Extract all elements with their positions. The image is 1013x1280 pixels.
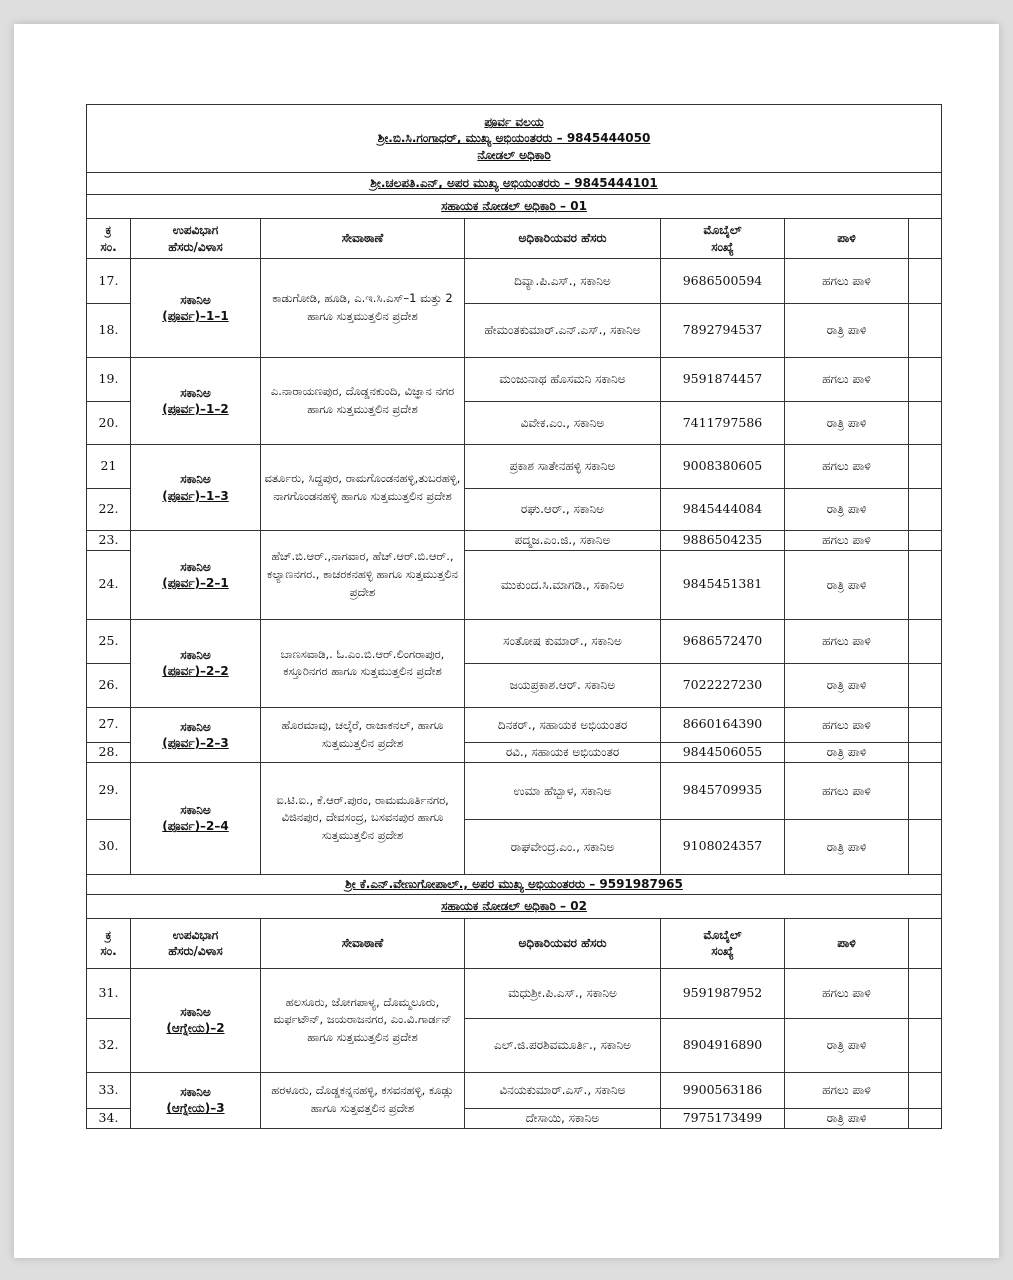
blank-cell bbox=[909, 819, 942, 874]
shift: ಹಗಲು ಪಾಳಿ bbox=[785, 358, 909, 402]
serial-number: 33. bbox=[87, 1072, 131, 1108]
service-area: ಹಲಸೂರು, ಜೋಗಪಾಳ್ಯ, ದೊಮ್ಮಲೂರು, ಮರ್ಫಟೌನ್, ಜಯರಾಜನಗರ, ಎಂ.ವಿ.ಗಾರ್ಡನ್ ಹಾಗೂ ಸುತ್ತಮುತ್ತಲಿನ ಪ್ರದೇಶ bbox=[261, 968, 465, 1072]
officer-header: ಅಧಿಕಾರಿಯವರ ಹೆಸರು bbox=[465, 918, 661, 968]
mobile-number: 9686572470 bbox=[661, 619, 785, 663]
additional-chief-engineer-line-2: ಶ್ರೀ ಕೆ.ಎನ್.ವೇಣುಗೋಪಾಲ್., ಅಪರ ಮುಖ್ಯ ಅಭಿಯಂತರರು – 9591987965 bbox=[87, 874, 942, 894]
blank-cell bbox=[909, 259, 942, 304]
service-area: ವರ್ತೂರು, ಸಿದ್ದಪುರ, ರಾಮಗೊಂಡನಹಳ್ಳಿ,ತುಬರಹಳ್ಳಿ, ನಾಗಗೊಂಡನಹಳ್ಳಿ ಹಾಗೂ ಸುತ್ತಮುತ್ತಲಿನ ಪ್ರದೇಶ bbox=[261, 445, 465, 531]
officer-name: ಮಧುಶ್ರೀ.ಪಿ.ಎಸ್., ಸಕಾನಿಅ bbox=[465, 968, 661, 1018]
table-row bbox=[87, 1072, 942, 1108]
shift: ಹಗಲು ಪಾಳಿ bbox=[785, 445, 909, 489]
officer-header: ಅಧಿಕಾರಿಯವರ ಹೆಸರು bbox=[465, 219, 661, 259]
serial-number: 20. bbox=[87, 402, 131, 445]
serial-number: 24. bbox=[87, 550, 131, 619]
serial-number: 28. bbox=[87, 742, 131, 762]
blank-cell bbox=[909, 358, 942, 402]
shift: ರಾತ್ರಿ ಪಾಳಿ bbox=[785, 402, 909, 445]
column-header-row bbox=[87, 219, 942, 259]
serial-number: 31. bbox=[87, 968, 131, 1018]
blank-header bbox=[909, 219, 942, 259]
shift: ಹಗಲು ಪಾಳಿ bbox=[785, 619, 909, 663]
officer-name: ಪ್ರಕಾಶ ಸಾತೇನಹಳ್ಳಿ ಸಕಾನಿಅ bbox=[465, 445, 661, 489]
blank-cell bbox=[909, 619, 942, 663]
assistant-nodal-officer-02: ಸಹಾಯಕ ನೋಡಲ್ ಅಧಿಕಾರಿ – 02 bbox=[87, 894, 942, 918]
shift-header: ಪಾಳಿ bbox=[785, 918, 909, 968]
shift: ರಾತ್ರಿ ಪಾಳಿ bbox=[785, 304, 909, 358]
serial-number: 21 bbox=[87, 445, 131, 489]
shift: ರಾತ್ರಿ ಪಾಳಿ bbox=[785, 819, 909, 874]
serial-number: 29. bbox=[87, 762, 131, 819]
subdivision-name: ಸಕಾನಿಅ (ಆಗ್ನೇಯ)–2 bbox=[131, 968, 261, 1072]
serial-number: 30. bbox=[87, 819, 131, 874]
table-row bbox=[87, 968, 942, 1018]
sl-header: ಕ್ರ ಸಂ. bbox=[87, 918, 131, 968]
mobile-number: 7411797586 bbox=[661, 402, 785, 445]
serial-number: 22. bbox=[87, 489, 131, 531]
officer-name: ಮುಕುಂದ.ಸಿ.ಮಾಗಡಿ., ಸಕಾನಿಅ bbox=[465, 550, 661, 619]
subdivision-name: ಸಕಾನಿಅ (ಆಗ್ನೇಯ)–3 bbox=[131, 1072, 261, 1128]
shift: ಹಗಲು ಪಾಳಿ bbox=[785, 762, 909, 819]
shift: ರಾತ್ರಿ ಪಾಳಿ bbox=[785, 550, 909, 619]
shift: ರಾತ್ರಿ ಪಾಳಿ bbox=[785, 1018, 909, 1072]
mobile-number: 9845444084 bbox=[661, 489, 785, 531]
table-row bbox=[87, 445, 942, 489]
blank-cell bbox=[909, 531, 942, 551]
service-area: ಹೊರಮಾವು, ಚಲ್ಕೆರೆ, ರಾಜಾಕನಲ್, ಹಾಗೂ ಸುತ್ತಮುತ್ತಲಿನ ಪ್ರದೇಶ bbox=[261, 707, 465, 762]
blank-cell bbox=[909, 968, 942, 1018]
service-area: ಬಾಣಸವಾಡಿ,. ಓ.ಎಂ.ಬಿ.ಆರ್.ಲಿಂಗರಾಪುರ, ಕಸ್ತೂರಿನಗರ ಹಾಗೂ ಸುತ್ತಮುತ್ತಲಿನ ಪ್ರದೇಶ bbox=[261, 619, 465, 707]
mobile-number: 7975173499 bbox=[661, 1108, 785, 1128]
serial-number: 34. bbox=[87, 1108, 131, 1128]
chief-engineer-line: ಶ್ರೀ.ಬಿ.ಸಿ.ಗಂಗಾಧರ್, ಮುಖ್ಯ ಅಭಿಯಂತರರು – 9845444050 bbox=[377, 131, 651, 146]
blank-cell bbox=[909, 402, 942, 445]
mobile-number: 8904916890 bbox=[661, 1018, 785, 1072]
service-area: ಹರಳೂರು, ದೊಡ್ಡಕನ್ನನಹಳ್ಳಿ, ಕಸವನಹಳ್ಳಿ, ಕೂಡ್ಲು ಹಾಗೂ ಸುತ್ತವತ್ತಲಿನ ಪ್ರದೇಶ bbox=[261, 1072, 465, 1128]
division-header: ಉಪವಿಭಾಗ ಹೆಸರು/ವಿಳಾಸ bbox=[131, 219, 261, 259]
document-page bbox=[14, 24, 999, 1258]
officer-name: ಎಲ್.ಜಿ.ಪರಶಿವಮೂರ್ತಿ., ಸಕಾನಿಅ bbox=[465, 1018, 661, 1072]
service-area: ಹೆಚ್.ಬಿ.ಆರ್.,ನಾಗವಾರ, ಹೆಚ್.ಆರ್.ಬಿ.ಆರ್., ಕಲ್ಯಾಣನಗರ., ಕಾಚರಕನಹಳ್ಳಿ ಹಾಗೂ ಸುತ್ತಮುತ್ತಲಿನ ಪ್ರದೇಶ bbox=[261, 531, 465, 620]
mobile-number: 9686500594 bbox=[661, 259, 785, 304]
officer-name: ದಿನಕರ್., ಸಹಾಯಕ ಅಭಿಯಂತರ bbox=[465, 707, 661, 742]
service-area: ಕಾಡುಗೋಡಿ, ಹೂಡಿ, ಎ.ಇ.ಸಿ.ಎಸ್–1 ಮತ್ತು 2 ಹಾಗೂ ಸುತ್ತಮುತ್ತಲಿನ ಪ್ರದೇಶ bbox=[261, 259, 465, 358]
mobile-number: 8660164390 bbox=[661, 707, 785, 742]
service-area: ಎ.ನಾರಾಯಣಪುರ, ದೊಡ್ಡನಕುಂದಿ, ವಿಜ್ಞಾನ ನಗರ ಹಾಗೂ ಸುತ್ತಮುತ್ತಲಿನ ಪ್ರದೇಶ bbox=[261, 358, 465, 445]
service-area-header: ಸೇವಾಠಾಣೆ bbox=[261, 219, 465, 259]
serial-number: 26. bbox=[87, 663, 131, 707]
subdivision-name: ಸಕಾನಿಅ (ಪೂರ್ವ)–2–2 bbox=[131, 619, 261, 707]
division-header: ಉಪವಿಭಾಗ ಹೆಸರು/ವಿಳಾಸ bbox=[131, 918, 261, 968]
mobile-number: 9008380605 bbox=[661, 445, 785, 489]
officer-name: ರಾಘವೇಂದ್ರ.ಎಂ., ಸಕಾನಿಅ bbox=[465, 819, 661, 874]
blank-header bbox=[909, 918, 942, 968]
table-row bbox=[87, 707, 942, 742]
shift: ಹಗಲು ಪಾಳಿ bbox=[785, 1072, 909, 1108]
shift: ಹಗಲು ಪಾಳಿ bbox=[785, 531, 909, 551]
subdivision-name: ಸಕಾನಿಅ (ಪೂರ್ವ)–2–3 bbox=[131, 707, 261, 762]
officer-name: ದೇಸಾಯಿ, ಸಕಾನಿಅ bbox=[465, 1108, 661, 1128]
mobile-number: 9591987952 bbox=[661, 968, 785, 1018]
additional-chief-engineer-line: ಶ್ರೀ.ಚಲಪತಿ.ಎನ್, ಅಪರ ಮುಖ್ಯ ಅಭಿಯಂತರರು – 9845444101 bbox=[87, 173, 942, 195]
blank-cell bbox=[909, 1108, 942, 1128]
sl-header: ಕ್ರ ಸಂ. bbox=[87, 219, 131, 259]
serial-number: 18. bbox=[87, 304, 131, 358]
assistant-nodal-officer-01: ಸಹಾಯಕ ನೋಡಲ್ ಅಧಿಕಾರಿ – 01 bbox=[87, 195, 942, 219]
blank-cell bbox=[909, 742, 942, 762]
officer-name: ರಘು.ಆರ್., ಸಕಾನಿಅ bbox=[465, 489, 661, 531]
table-row bbox=[87, 762, 942, 819]
zone-title: ಪೂರ್ವ ವಲಯ bbox=[484, 115, 544, 130]
mobile-number: 7022227230 bbox=[661, 663, 785, 707]
shift: ರಾತ್ರಿ ಪಾಳಿ bbox=[785, 742, 909, 762]
shift: ಹಗಲು ಪಾಳಿ bbox=[785, 968, 909, 1018]
officer-name: ದಿವ್ಯಾ.ಪಿ.ಎಸ್., ಸಕಾನಿಅ bbox=[465, 259, 661, 304]
subdivision-name: ಸಕಾನಿಅ (ಪೂರ್ವ)–1–3 bbox=[131, 445, 261, 531]
mobile-number: 9900563186 bbox=[661, 1072, 785, 1108]
officer-name: ಪದ್ಮಜ.ಎಂ.ಜಿ., ಸಕಾನಿಅ bbox=[465, 531, 661, 551]
mobile-number: 9886504235 bbox=[661, 531, 785, 551]
blank-cell bbox=[909, 445, 942, 489]
mobile-header: ಮೊಬೈಲ್ ಸಂಖ್ಯೆ bbox=[661, 918, 785, 968]
officer-name: ಮಂಜುನಾಥ ಹೊಸಮನಿ ಸಕಾನಿಅ bbox=[465, 358, 661, 402]
blank-cell bbox=[909, 1072, 942, 1108]
serial-number: 17. bbox=[87, 259, 131, 304]
mobile-header: ಮೊಬೈಲ್ ಸಂಖ್ಯೆ bbox=[661, 219, 785, 259]
mobile-number: 9591874457 bbox=[661, 358, 785, 402]
shift: ಹಗಲು ಪಾಳಿ bbox=[785, 259, 909, 304]
mobile-number: 7892794537 bbox=[661, 304, 785, 358]
serial-number: 25. bbox=[87, 619, 131, 663]
mobile-number: 9108024357 bbox=[661, 819, 785, 874]
serial-number: 27. bbox=[87, 707, 131, 742]
blank-cell bbox=[909, 489, 942, 531]
mobile-number: 9845709935 bbox=[661, 762, 785, 819]
blank-cell bbox=[909, 762, 942, 819]
officer-name: ಉಮಾ ಹೆಬ್ಬಾಳ, ಸಕಾನಿಅ bbox=[465, 762, 661, 819]
shift: ರಾತ್ರಿ ಪಾಳಿ bbox=[785, 489, 909, 531]
serial-number: 23. bbox=[87, 531, 131, 551]
officer-name: ಸಂತೋಷ ಕುಮಾರ್., ಸಕಾನಿಅ bbox=[465, 619, 661, 663]
blank-cell bbox=[909, 304, 942, 358]
subdivision-name: ಸಕಾನಿಅ (ಪೂರ್ವ)–1–2 bbox=[131, 358, 261, 445]
service-area-header: ಸೇವಾಠಾಣೆ bbox=[261, 918, 465, 968]
mobile-number: 9844506055 bbox=[661, 742, 785, 762]
nodal-officer-title: ನೋಡಲ್ ಅಧಿಕಾರಿ bbox=[477, 147, 551, 162]
table-row bbox=[87, 619, 942, 663]
subdivision-name: ಸಕಾನಿಅ (ಪೂರ್ವ)–2–4 bbox=[131, 762, 261, 874]
officer-name: ವಿವೇಕ.ಎಂ., ಸಕಾನಿಅ bbox=[465, 402, 661, 445]
shift: ಹಗಲು ಪಾಳಿ bbox=[785, 707, 909, 742]
serial-number: 19. bbox=[87, 358, 131, 402]
officer-name: ಹೇಮಂತಕುಮಾರ್.ಎನ್.ಎಸ್., ಸಕಾನಿಅ bbox=[465, 304, 661, 358]
table-row bbox=[87, 531, 942, 551]
mobile-number: 9845451381 bbox=[661, 550, 785, 619]
officer-name: ರವಿ., ಸಹಾಯಕ ಅಭಿಯಂತರ bbox=[465, 742, 661, 762]
shift-header: ಪಾಳಿ bbox=[785, 219, 909, 259]
subdivision-name: ಸಕಾನಿಅ (ಪೂರ್ವ)–1–1 bbox=[131, 259, 261, 358]
blank-cell bbox=[909, 1018, 942, 1072]
blank-cell bbox=[909, 707, 942, 742]
table-row bbox=[87, 259, 942, 304]
officer-name: ಜಯಪ್ರಕಾಶ.ಆರ್. ಸಕಾನಿಅ bbox=[465, 663, 661, 707]
shift: ರಾತ್ರಿ ಪಾಳಿ bbox=[785, 663, 909, 707]
zone-header bbox=[87, 105, 942, 173]
service-area: ಐ.ಟಿ.ಐ., ಕೆ.ಆರ್.ಪುರಂ, ರಾಮಮೂರ್ತಿನಗರ, ವಿಜಿನಪುರ, ದೇವಸಂದ್ರ, ಬಸವನಪುರ ಹಾಗೂ ಸುತ್ತಮುತ್ತಲಿನ ಪ್ರದೇಶ bbox=[261, 762, 465, 874]
serial-number: 32. bbox=[87, 1018, 131, 1072]
subdivision-name: ಸಕಾನಿಅ (ಪೂರ್ವ)–2–1 bbox=[131, 531, 261, 620]
blank-cell bbox=[909, 550, 942, 619]
shift: ರಾತ್ರಿ ಪಾಳಿ bbox=[785, 1108, 909, 1128]
blank-cell bbox=[909, 663, 942, 707]
officer-name: ವಿನಯಕುಮಾರ್.ಎಸ್., ಸಕಾನಿಅ bbox=[465, 1072, 661, 1108]
column-header-row bbox=[87, 918, 942, 968]
table-row bbox=[87, 358, 942, 402]
officer-roster-table bbox=[86, 104, 942, 1129]
